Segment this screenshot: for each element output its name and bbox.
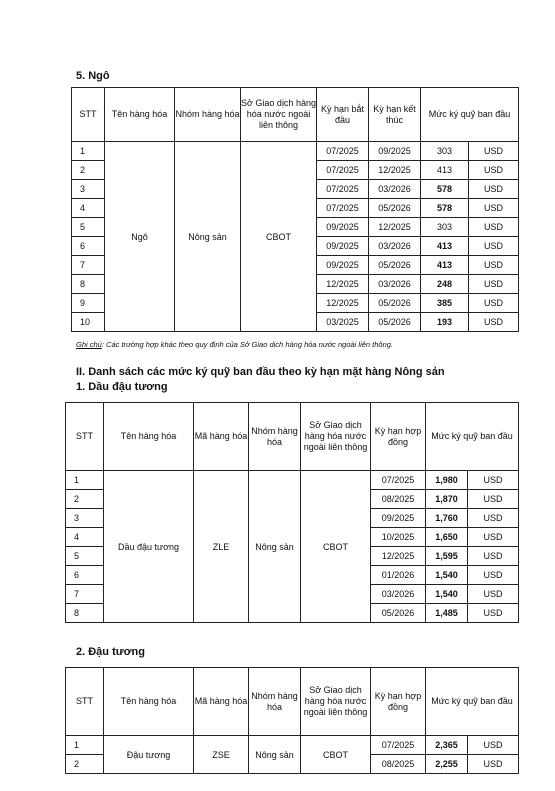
- stt-cell: 1: [72, 142, 105, 161]
- currency-cell: USD: [469, 256, 519, 275]
- table-header-row: [72, 88, 519, 142]
- exchange-cell: CBOT: [301, 736, 371, 774]
- col-header: Mức ký quỹ ban đầu: [426, 668, 519, 736]
- exchange-cell: CBOT: [241, 142, 317, 332]
- margin-value-cell: 303: [421, 142, 469, 161]
- table-row: [66, 736, 519, 755]
- col-header: STT: [72, 88, 105, 142]
- col-header: Kỳ hạn kết thúc: [369, 88, 421, 142]
- contract-term-cell: 08/2025: [371, 490, 426, 509]
- col-header: Mức ký quỹ ban đầu: [426, 403, 519, 471]
- currency-cell: USD: [468, 509, 519, 528]
- col-header: Tên hàng hóa: [104, 668, 194, 736]
- col-header: Mã hàng hóa: [194, 668, 249, 736]
- contract-term-cell: 07/2025: [371, 736, 426, 755]
- commodity-code-cell: ZSE: [194, 736, 249, 774]
- margin-value-cell: 578: [421, 199, 469, 218]
- start-term-cell: 07/2025: [317, 142, 369, 161]
- margin-value-cell: 385: [421, 294, 469, 313]
- margin-value-cell: 578: [421, 180, 469, 199]
- end-term-cell: 05/2026: [369, 199, 421, 218]
- margin-value-cell: 1,540: [426, 566, 468, 585]
- currency-cell: USD: [469, 161, 519, 180]
- col-header: Nhóm hàng hóa: [175, 88, 241, 142]
- margin-value-cell: 303: [421, 218, 469, 237]
- end-term-cell: 03/2026: [369, 180, 421, 199]
- currency-cell: USD: [468, 755, 519, 774]
- margin-value-cell: 1,595: [426, 547, 468, 566]
- start-term-cell: 09/2025: [317, 218, 369, 237]
- stt-cell: 7: [72, 256, 105, 275]
- currency-cell: USD: [468, 528, 519, 547]
- col-header: Kỳ hạn hợp đồng: [371, 668, 426, 736]
- footnote: [76, 340, 393, 349]
- currency-cell: USD: [469, 275, 519, 294]
- end-term-cell: 09/2025: [369, 142, 421, 161]
- section-title-soybean: 2. Đậu tương: [76, 646, 145, 658]
- col-header: Kỳ hạn bắt đầu: [317, 88, 369, 142]
- margin-value-cell: 1,760: [426, 509, 468, 528]
- commodity-code-cell: ZLE: [194, 471, 249, 623]
- table-row: [72, 142, 519, 161]
- commodity-group-cell: Nông sản: [249, 736, 301, 774]
- stt-cell: 5: [66, 547, 104, 566]
- currency-cell: USD: [469, 294, 519, 313]
- contract-term-cell: 07/2025: [371, 471, 426, 490]
- margin-value-cell: 413: [421, 161, 469, 180]
- margin-value-cell: 248: [421, 275, 469, 294]
- end-term-cell: 12/2025: [369, 161, 421, 180]
- stt-cell: 10: [72, 313, 105, 332]
- contract-term-cell: 03/2026: [371, 585, 426, 604]
- col-header: Tên hàng hóa: [105, 88, 175, 142]
- margin-value-cell: 2,365: [426, 736, 468, 755]
- contract-term-cell: 01/2026: [371, 566, 426, 585]
- start-term-cell: 12/2025: [317, 275, 369, 294]
- stt-cell: 8: [72, 275, 105, 294]
- stt-cell: 6: [72, 237, 105, 256]
- col-header: Sở Giao dịch hàng hóa nước ngoài liên thông: [301, 668, 371, 736]
- commodity-name-cell: Dầu đậu tương: [104, 471, 194, 623]
- start-term-cell: 09/2025: [317, 237, 369, 256]
- currency-cell: USD: [469, 218, 519, 237]
- margin-value-cell: 1,650: [426, 528, 468, 547]
- stt-cell: 1: [66, 736, 104, 755]
- end-term-cell: 03/2026: [369, 237, 421, 256]
- currency-cell: USD: [469, 237, 519, 256]
- margin-value-cell: 413: [421, 256, 469, 275]
- col-header: Tên hàng hóa: [104, 403, 194, 471]
- end-term-cell: 05/2026: [369, 294, 421, 313]
- stt-cell: 2: [66, 755, 104, 774]
- commodity-group-cell: Nông sản: [249, 471, 301, 623]
- col-header: Kỳ hạn hợp đồng: [371, 403, 426, 471]
- currency-cell: USD: [469, 199, 519, 218]
- contract-term-cell: 09/2025: [371, 509, 426, 528]
- section-title-corn: 5. Ngô: [76, 70, 110, 82]
- commodity-name-cell: Ngô: [105, 142, 175, 332]
- end-term-cell: 05/2026: [369, 313, 421, 332]
- stt-cell: 2: [72, 161, 105, 180]
- col-header: Nhóm hàng hóa: [249, 668, 301, 736]
- start-term-cell: 07/2025: [317, 161, 369, 180]
- footnote-label: Ghi chú: [76, 340, 102, 349]
- currency-cell: USD: [468, 547, 519, 566]
- col-header: STT: [66, 668, 104, 736]
- table-header-row: [66, 403, 519, 471]
- margin-value-cell: 413: [421, 237, 469, 256]
- soybean-oil-margin-table: [65, 402, 519, 623]
- table-row: [66, 471, 519, 490]
- footnote-text: : Các trường hợp khác theo quy định của Sở Giao dịch hàng hóa nước ngoài liên thông.: [101, 340, 394, 349]
- margin-value-cell: 2,255: [426, 755, 468, 774]
- soybean-margin-table: [65, 667, 519, 774]
- col-header: Mức ký quỹ ban đầu: [421, 88, 519, 142]
- contract-term-cell: 05/2026: [371, 604, 426, 623]
- start-term-cell: 07/2025: [317, 180, 369, 199]
- col-header: Sở Giao dịch hàng hóa nước ngoài liên thông: [241, 88, 317, 142]
- margin-value-cell: 1,980: [426, 471, 468, 490]
- stt-cell: 8: [66, 604, 104, 623]
- stt-cell: 1: [66, 471, 104, 490]
- currency-cell: USD: [469, 313, 519, 332]
- margin-value-cell: 1,870: [426, 490, 468, 509]
- start-term-cell: 03/2025: [317, 313, 369, 332]
- currency-cell: USD: [468, 566, 519, 585]
- contract-term-cell: 08/2025: [371, 755, 426, 774]
- contract-term-cell: 10/2025: [371, 528, 426, 547]
- stt-cell: 2: [66, 490, 104, 509]
- stt-cell: 5: [72, 218, 105, 237]
- col-header: Sở Giao dịch hàng hóa nước ngoài liên thông: [301, 403, 371, 471]
- margin-value-cell: 193: [421, 313, 469, 332]
- section-title-soybean-oil: 1. Dầu đậu tương: [76, 381, 168, 393]
- commodity-group-cell: Nông sản: [175, 142, 241, 332]
- start-term-cell: 07/2025: [317, 199, 369, 218]
- stt-cell: 6: [66, 566, 104, 585]
- currency-cell: USD: [468, 604, 519, 623]
- contract-term-cell: 12/2025: [371, 547, 426, 566]
- start-term-cell: 12/2025: [317, 294, 369, 313]
- margin-value-cell: 1,540: [426, 585, 468, 604]
- margin-value-cell: 1,485: [426, 604, 468, 623]
- exchange-cell: CBOT: [301, 471, 371, 623]
- corn-margin-table: [71, 87, 519, 332]
- end-term-cell: 03/2026: [369, 275, 421, 294]
- stt-cell: 4: [72, 199, 105, 218]
- col-header: STT: [66, 403, 104, 471]
- currency-cell: USD: [468, 736, 519, 755]
- end-term-cell: 05/2026: [369, 256, 421, 275]
- col-header: Mã hàng hóa: [194, 403, 249, 471]
- currency-cell: USD: [468, 490, 519, 509]
- currency-cell: USD: [469, 142, 519, 161]
- stt-cell: 4: [66, 528, 104, 547]
- col-header: Nhóm hàng hóa: [249, 403, 301, 471]
- table-header-row: [66, 668, 519, 736]
- stt-cell: 9: [72, 294, 105, 313]
- currency-cell: USD: [468, 585, 519, 604]
- commodity-name-cell: Đậu tương: [104, 736, 194, 774]
- stt-cell: 7: [66, 585, 104, 604]
- stt-cell: 3: [66, 509, 104, 528]
- stt-cell: 3: [72, 180, 105, 199]
- currency-cell: USD: [469, 180, 519, 199]
- section-heading-ii: II. Danh sách các mức ký quỹ ban đầu theo kỳ hạn mặt hàng Nông sản: [76, 366, 445, 378]
- start-term-cell: 09/2025: [317, 256, 369, 275]
- currency-cell: USD: [468, 471, 519, 490]
- end-term-cell: 12/2025: [369, 218, 421, 237]
